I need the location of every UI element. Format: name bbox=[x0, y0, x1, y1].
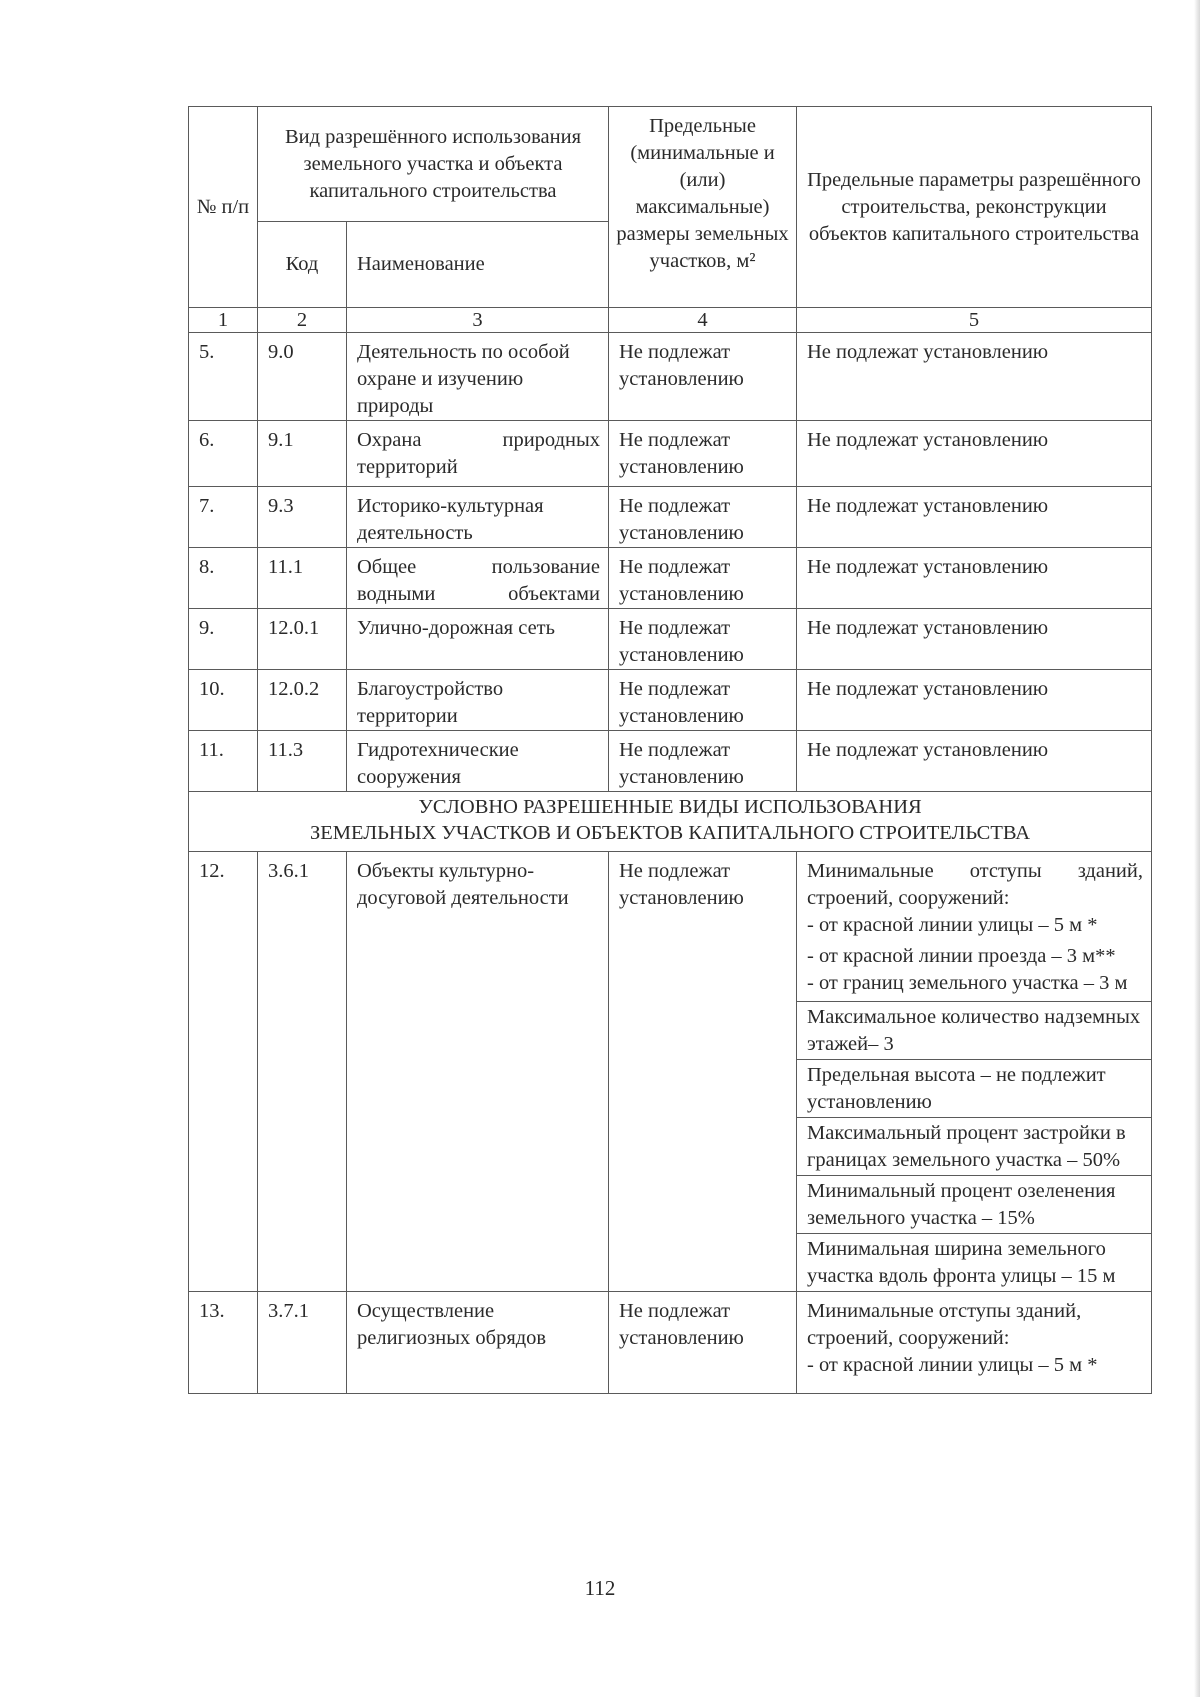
column-numbers-row bbox=[189, 308, 1152, 333]
column-number: 2 bbox=[258, 308, 347, 333]
setback-passage: - от красной линии проезда – 3 м** bbox=[807, 945, 1116, 967]
header-code: Код bbox=[258, 222, 347, 308]
row-code: 11.3 bbox=[258, 731, 347, 792]
section-heading-line: ЗЕМЕЛЬНЫХ УЧАСТКОВ И ОБЪЕКТОВ КАПИТАЛЬНОГО СТРОИТЕЛЬСТВА bbox=[309, 822, 1031, 844]
row-name: Деятельность по особой охране и изучению природы bbox=[347, 333, 609, 421]
row-plot-size: Не подлежат установлению bbox=[609, 852, 797, 1292]
param-height: Предельная высота – не подлежит установлению bbox=[797, 1060, 1151, 1118]
row-params bbox=[797, 1292, 1152, 1394]
row-number: 13. bbox=[189, 1292, 258, 1394]
page-number: 112 bbox=[584, 1576, 616, 1600]
row-plot-size: Не подлежат установлению bbox=[609, 731, 797, 792]
row-plot-size: Не подлежат установлению bbox=[609, 1292, 797, 1394]
param-floors: Максимальное количество надземных этажей– 3 bbox=[797, 1002, 1151, 1060]
param-width: Минимальная ширина земельного участка вдоль фронта улицы – 15 м bbox=[807, 1238, 1116, 1287]
column-number: 5 bbox=[797, 308, 1152, 333]
table-row bbox=[189, 333, 1152, 421]
setback-plot: - от границ земельного участка – 3 м bbox=[807, 972, 1128, 994]
row-params: Не подлежат установлению bbox=[797, 548, 1152, 609]
row-number: 12. bbox=[189, 852, 258, 1292]
row-plot-size: Не подлежат установлению bbox=[609, 670, 797, 731]
row-code: 9.3 bbox=[258, 487, 347, 548]
setback-street: - от красной линии улицы – 5 м * bbox=[807, 914, 1098, 936]
column-number: 3 bbox=[347, 308, 609, 333]
param-greening: Минимальный процент озеленения земельного участка – 15% bbox=[797, 1176, 1151, 1234]
header-row bbox=[189, 107, 1152, 222]
row-code: 12.0.1 bbox=[258, 609, 347, 670]
row-plot-size: Не подлежат установлению bbox=[609, 421, 797, 487]
row-number: 11. bbox=[189, 731, 258, 792]
table-row bbox=[189, 731, 1152, 792]
row-name: Осуществление религиозных обрядов bbox=[347, 1292, 609, 1394]
table-row bbox=[189, 548, 1152, 609]
header-plot-sizes: Предельные (минимальные и (или) максимальные) размеры земельных участков, м² bbox=[609, 107, 797, 308]
row-code: 3.7.1 bbox=[258, 1292, 347, 1394]
row-plot-size: Не подлежат установлению bbox=[609, 487, 797, 548]
table-row bbox=[189, 1292, 1152, 1394]
param-coverage: Максимальный процент застройки в границах земельного участка – 50% bbox=[797, 1118, 1151, 1176]
header-num: № п/п bbox=[189, 107, 258, 308]
setback-street: - от красной линии улицы – 5 м * bbox=[807, 1354, 1098, 1376]
row-number: 6. bbox=[189, 421, 258, 487]
row-number: 8. bbox=[189, 548, 258, 609]
setbacks-title: Минимальные отступы зданий, строений, сооружений: bbox=[807, 1300, 1082, 1349]
row-code: 9.0 bbox=[258, 333, 347, 421]
param-setbacks bbox=[797, 858, 1151, 1002]
row-name: Общее пользование водными объектами bbox=[347, 548, 609, 609]
row-params: Не подлежат установлению bbox=[797, 421, 1152, 487]
row-plot-size: Не подлежат установлению bbox=[609, 548, 797, 609]
row-number: 9. bbox=[189, 609, 258, 670]
table-row bbox=[189, 670, 1152, 731]
row-code: 12.0.2 bbox=[258, 670, 347, 731]
row-number: 10. bbox=[189, 670, 258, 731]
row-code: 9.1 bbox=[258, 421, 347, 487]
land-use-table bbox=[188, 106, 1152, 1394]
row-params bbox=[797, 852, 1152, 1292]
setbacks-title: Минимальные отступы зданий, строений, сооружений: bbox=[807, 860, 1143, 909]
section-heading-row bbox=[189, 792, 1152, 852]
row-name: Объекты культурно-досуговой деятельности bbox=[347, 852, 609, 1292]
table-row bbox=[189, 421, 1152, 487]
header-construction-params: Предельные параметры разрешённого строительства, реконструкции объектов капитального строительства bbox=[797, 107, 1152, 308]
page-edge bbox=[1194, 0, 1200, 1697]
row-name: Историко-культурная деятельность bbox=[347, 487, 609, 548]
row-params: Не подлежат установлению bbox=[797, 731, 1152, 792]
header-land-use-group: Вид разрешённого использования земельного участка и объекта капитального строительства bbox=[258, 107, 609, 222]
row-number: 5. bbox=[189, 333, 258, 421]
header-name: Наименование bbox=[347, 222, 609, 308]
row-params: Не подлежат установлению bbox=[797, 487, 1152, 548]
column-number: 4 bbox=[609, 308, 797, 333]
row-name: Гидротехнические сооружения bbox=[347, 731, 609, 792]
row-plot-size: Не подлежат установлению bbox=[609, 609, 797, 670]
row-code: 11.1 bbox=[258, 548, 347, 609]
row-params: Не подлежат установлению bbox=[797, 670, 1152, 731]
table-row bbox=[189, 609, 1152, 670]
row-number: 7. bbox=[189, 487, 258, 548]
column-number: 1 bbox=[189, 308, 258, 333]
row-name: Улично-дорожная сеть bbox=[347, 609, 609, 670]
row-params: Не подлежат установлению bbox=[797, 609, 1152, 670]
row-plot-size: Не подлежат установлению bbox=[609, 333, 797, 421]
table-row bbox=[189, 487, 1152, 548]
table-row bbox=[189, 852, 1152, 1292]
row-name: Охрана природных территорий bbox=[347, 421, 609, 487]
row-name: Благоустройство территории bbox=[347, 670, 609, 731]
row-params: Не подлежат установлению bbox=[797, 333, 1152, 421]
section-heading bbox=[189, 792, 1152, 852]
section-heading-line: УСЛОВНО РАЗРЕШЕННЫЕ ВИДЫ ИСПОЛЬЗОВАНИЯ bbox=[418, 796, 922, 818]
row-code: 3.6.1 bbox=[258, 852, 347, 1292]
